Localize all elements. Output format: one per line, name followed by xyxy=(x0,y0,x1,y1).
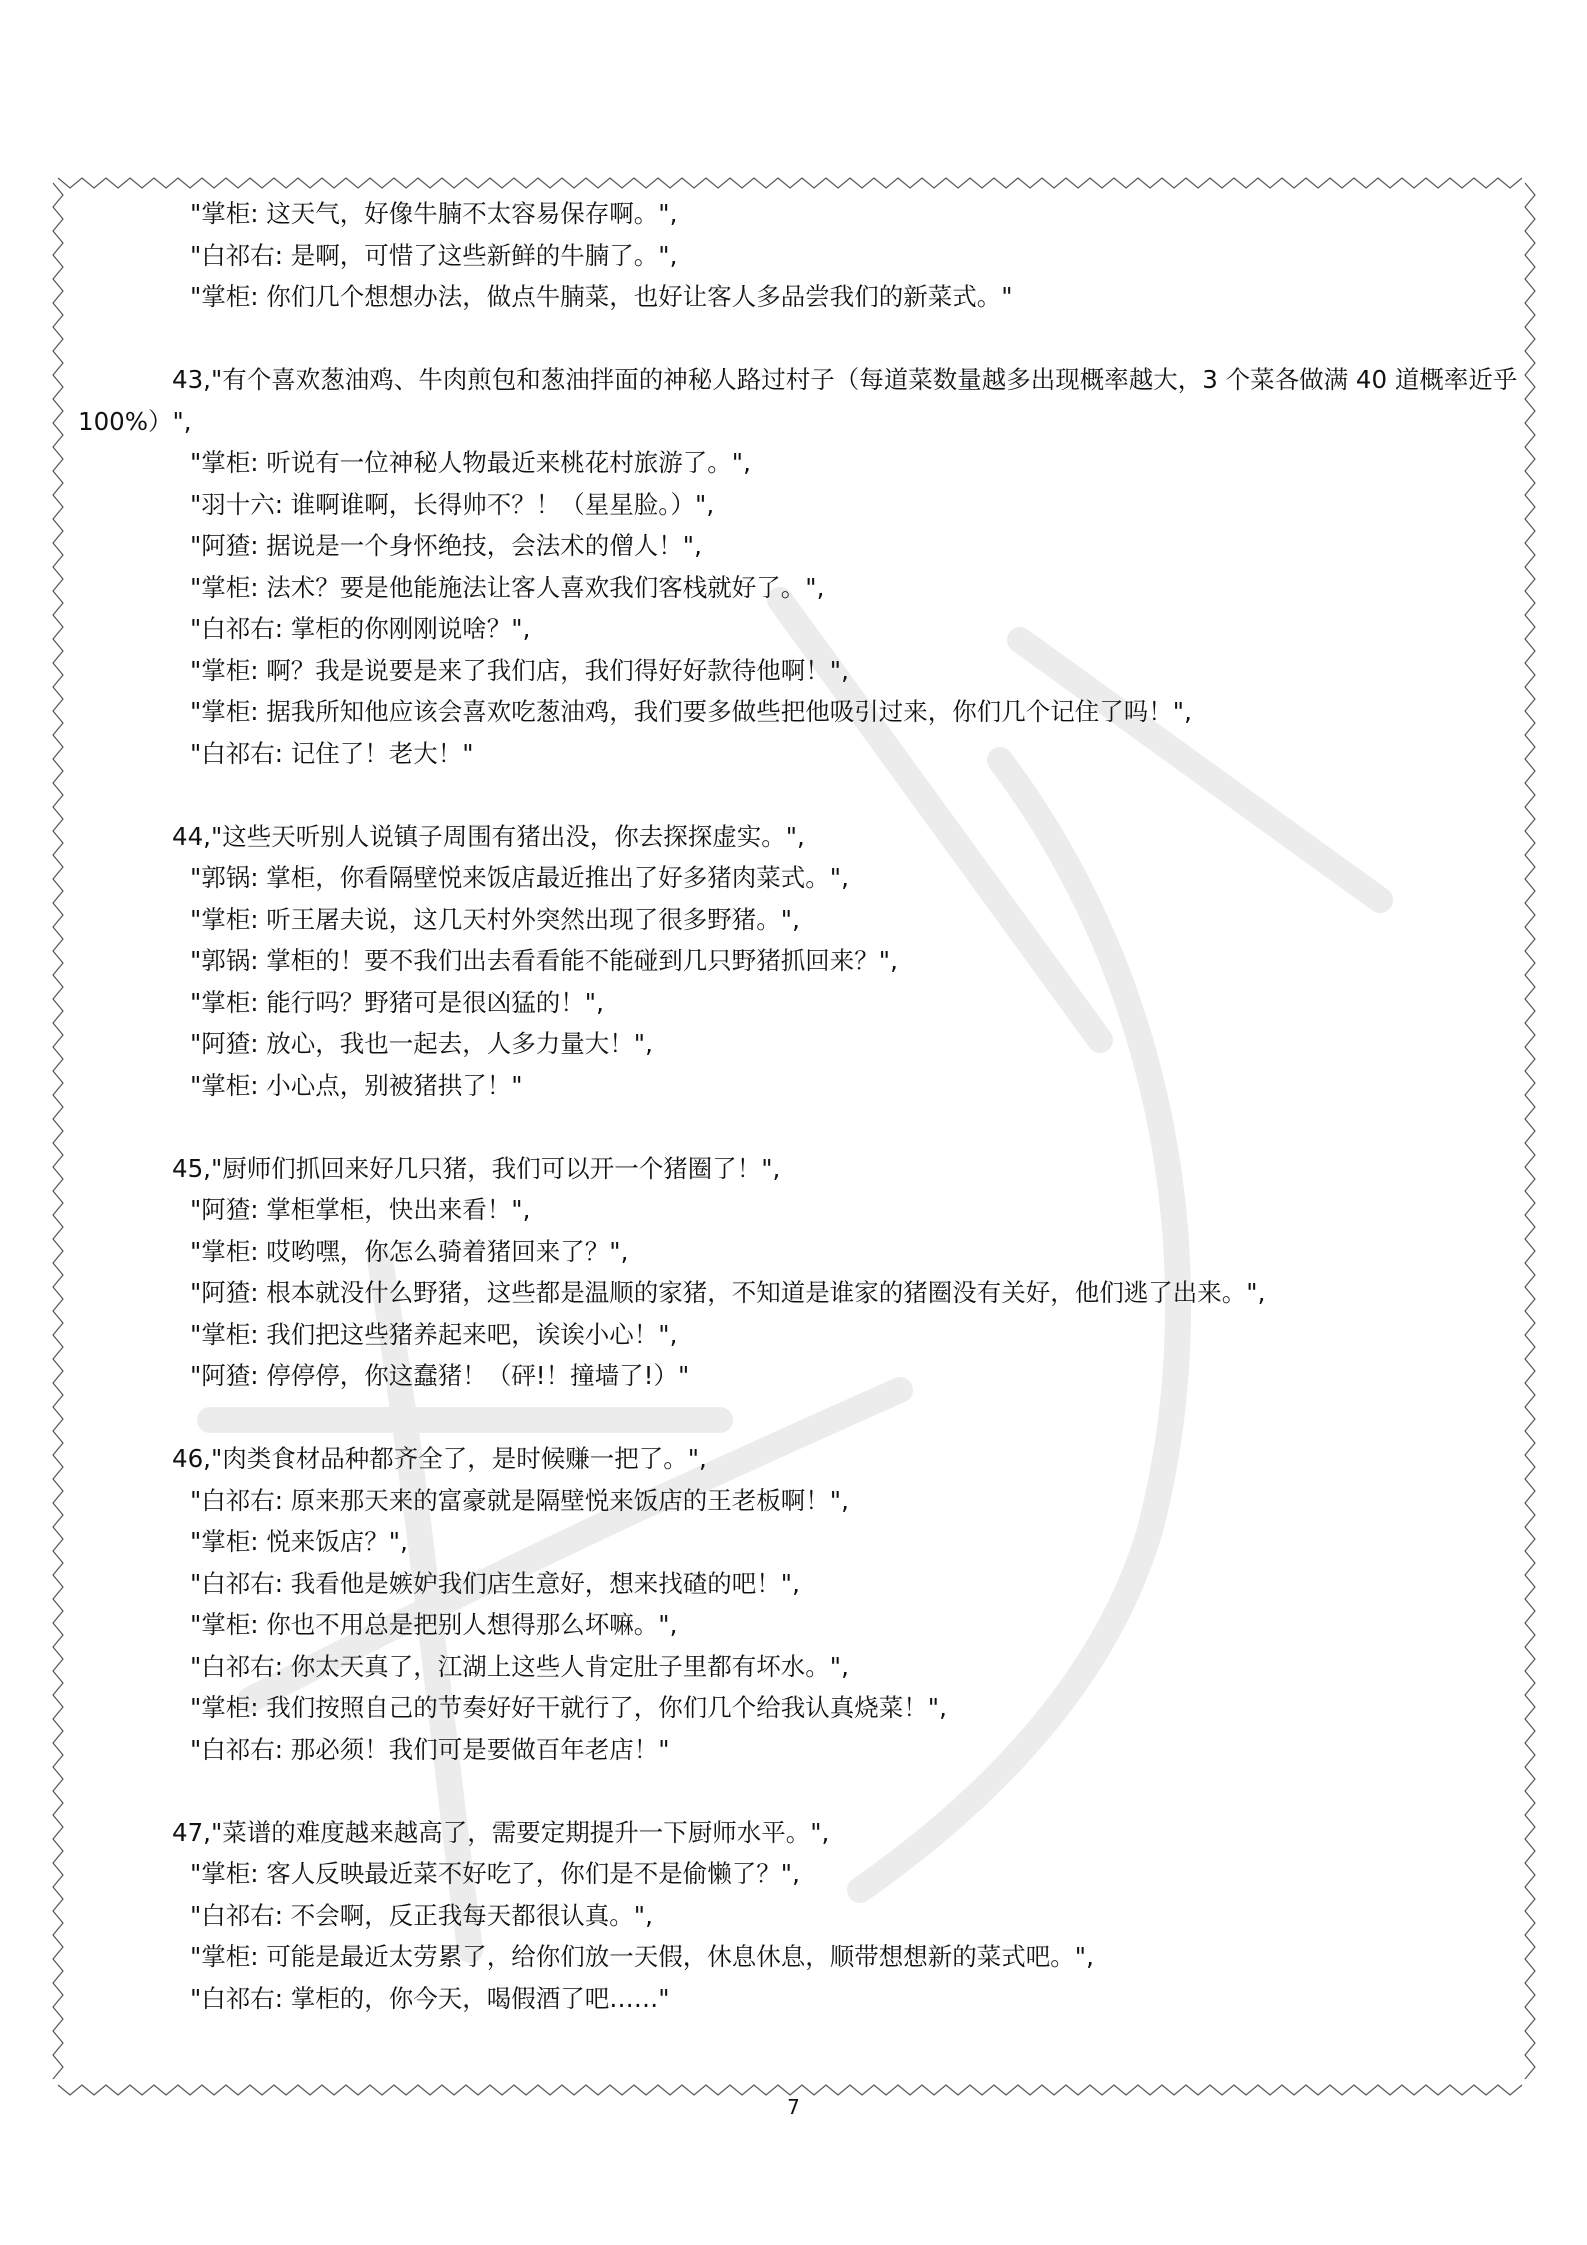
dialogue-section xyxy=(78,816,1518,1107)
dialogue-line: "羽十六: 谁啊谁啊，长得帅不？！（星星脸。）", xyxy=(190,489,715,519)
section-heading: 45,"厨师们抓回来好几只猪，我们可以开一个猪圈了！", xyxy=(172,1153,781,1183)
dialogue-line: "掌柜: 你也不用总是把别人想得那么坏嘛。", xyxy=(190,1610,678,1639)
section-heading: 43,"有个喜欢葱油鸡、牛肉煎包和葱油拌面的神秘人路过村子（每道菜数量越多出现概率越大，3 个菜各做满 40 道概率近乎 100%）", xyxy=(78,365,1518,436)
dialogue-line: "白祁右: 记住了！老大！" xyxy=(190,738,474,768)
dialogue-line: "掌柜: 哎哟嘿，你怎么骑着猪回来了？", xyxy=(190,1236,629,1266)
dialogue-line: "白祁右: 掌柜的，你今天，喝假酒了吧……" xyxy=(190,1983,670,2013)
dialogue-section xyxy=(78,359,1518,774)
dialogue-line: "掌柜: 据我所知他应该会喜欢吃葱油鸡，我们要多做些把他吸引过来，你们几个记住了吗！", xyxy=(190,697,1192,726)
dialogue-line: "掌柜: 小心点，别被猪拱了！" xyxy=(190,1070,523,1100)
section-heading: 44,"这些天听别人说镇子周围有猪出没，你去探探虚实。", xyxy=(172,821,805,851)
dialogue-line: "掌柜: 客人反映最近菜不好吃了，你们是不是偷懒了？", xyxy=(190,1859,800,1888)
dialogue-section xyxy=(78,193,1518,318)
dialogue-line: "掌柜: 你们几个想想办法，做点牛腩菜，也好让客人多品尝我们的新菜式。" xyxy=(190,282,1013,311)
dialogue-line: "掌柜: 可能是最近太劳累了，给你们放一天假，休息休息，顺带想想新的菜式吧。", xyxy=(190,1942,1094,1971)
dialogue-line: "掌柜: 我们按照自己的节奏好好干就行了，你们几个给我认真烧菜！", xyxy=(190,1693,947,1722)
dialogue-line: "掌柜: 我们把这些猪养起来吧，诶诶小心！", xyxy=(190,1319,678,1349)
dialogue-line: "掌柜: 啊？我是说要是来了我们店，我们得好好款待他啊！", xyxy=(190,655,849,685)
section-heading: 46,"肉类食材品种都齐全了，是时候赚一把了。", xyxy=(172,1444,707,1473)
dialogue-line: "阿猹: 根本就没什么野猪，这些都是温顺的家猪，不知道是谁家的猪圈没有关好，他们逃了出来。", xyxy=(190,1278,1266,1307)
dialogue-line: "郭锅: 掌柜的！要不我们出去看看能不能碰到几只野猪抓回来？", xyxy=(190,946,898,975)
dialogue-line: "郭锅: 掌柜，你看隔壁悦来饭店最近推出了好多猪肉菜式。", xyxy=(190,863,849,892)
dialogue-line: "白祁右: 那必须！我们可是要做百年老店！" xyxy=(190,1734,670,1764)
dialogue-line: "阿猹: 放心，我也一起去，人多力量大！", xyxy=(190,1029,653,1058)
dialogue-line: "掌柜: 法术？要是他能施法让客人喜欢我们客栈就好了。", xyxy=(190,572,825,602)
dialogue-line: "白祁右: 是啊，可惜了这些新鲜的牛腩了。", xyxy=(190,240,678,270)
dialogue-section xyxy=(78,1812,1518,2020)
dialogue-line: "白祁右: 你太天真了，江湖上这些人肯定肚子里都有坏水。", xyxy=(190,1651,849,1681)
dialogue-line: "掌柜: 这天气，好像牛腩不太容易保存啊。", xyxy=(190,199,678,228)
dialogue-line: "阿猹: 掌柜掌柜，快出来看！", xyxy=(190,1195,531,1224)
dialogue-line: "阿猹: 停停停，你这蠢猪！（砰!！撞墙了!）" xyxy=(190,1361,690,1390)
dialogue-line: "阿猹: 据说是一个身怀绝技，会法术的僧人！", xyxy=(190,531,702,560)
section-heading: 47,"菜谱的难度越来越高了，需要定期提升一下厨师水平。", xyxy=(172,1817,830,1847)
dialogue-line: "白祁右: 我看他是嫉妒我们店生意好，想来找碴的吧！", xyxy=(190,1568,800,1598)
dialogue-line: "白祁右: 掌柜的你刚刚说啥？", xyxy=(190,614,531,643)
dialogue-line: "白祁右: 原来那天来的富豪就是隔壁悦来饭店的王老板啊！", xyxy=(190,1485,849,1515)
dialogue-line: "掌柜: 听说有一位神秘人物最近来桃花村旅游了。", xyxy=(190,448,751,477)
dialogue-line: "掌柜: 听王屠夫说，这几天村外突然出现了很多野猪。", xyxy=(190,904,800,934)
dialogue-line: "白祁右: 不会啊，反正我每天都很认真。", xyxy=(190,1900,653,1930)
document-body xyxy=(78,193,1518,2061)
dialogue-line: "掌柜: 悦来饭店？", xyxy=(190,1527,408,1556)
page-number: 7 xyxy=(787,2095,800,2119)
dialogue-section xyxy=(78,1148,1518,1397)
dialogue-line: "掌柜: 能行吗？野猪可是很凶猛的！", xyxy=(190,987,604,1017)
dialogue-section xyxy=(78,1438,1518,1770)
